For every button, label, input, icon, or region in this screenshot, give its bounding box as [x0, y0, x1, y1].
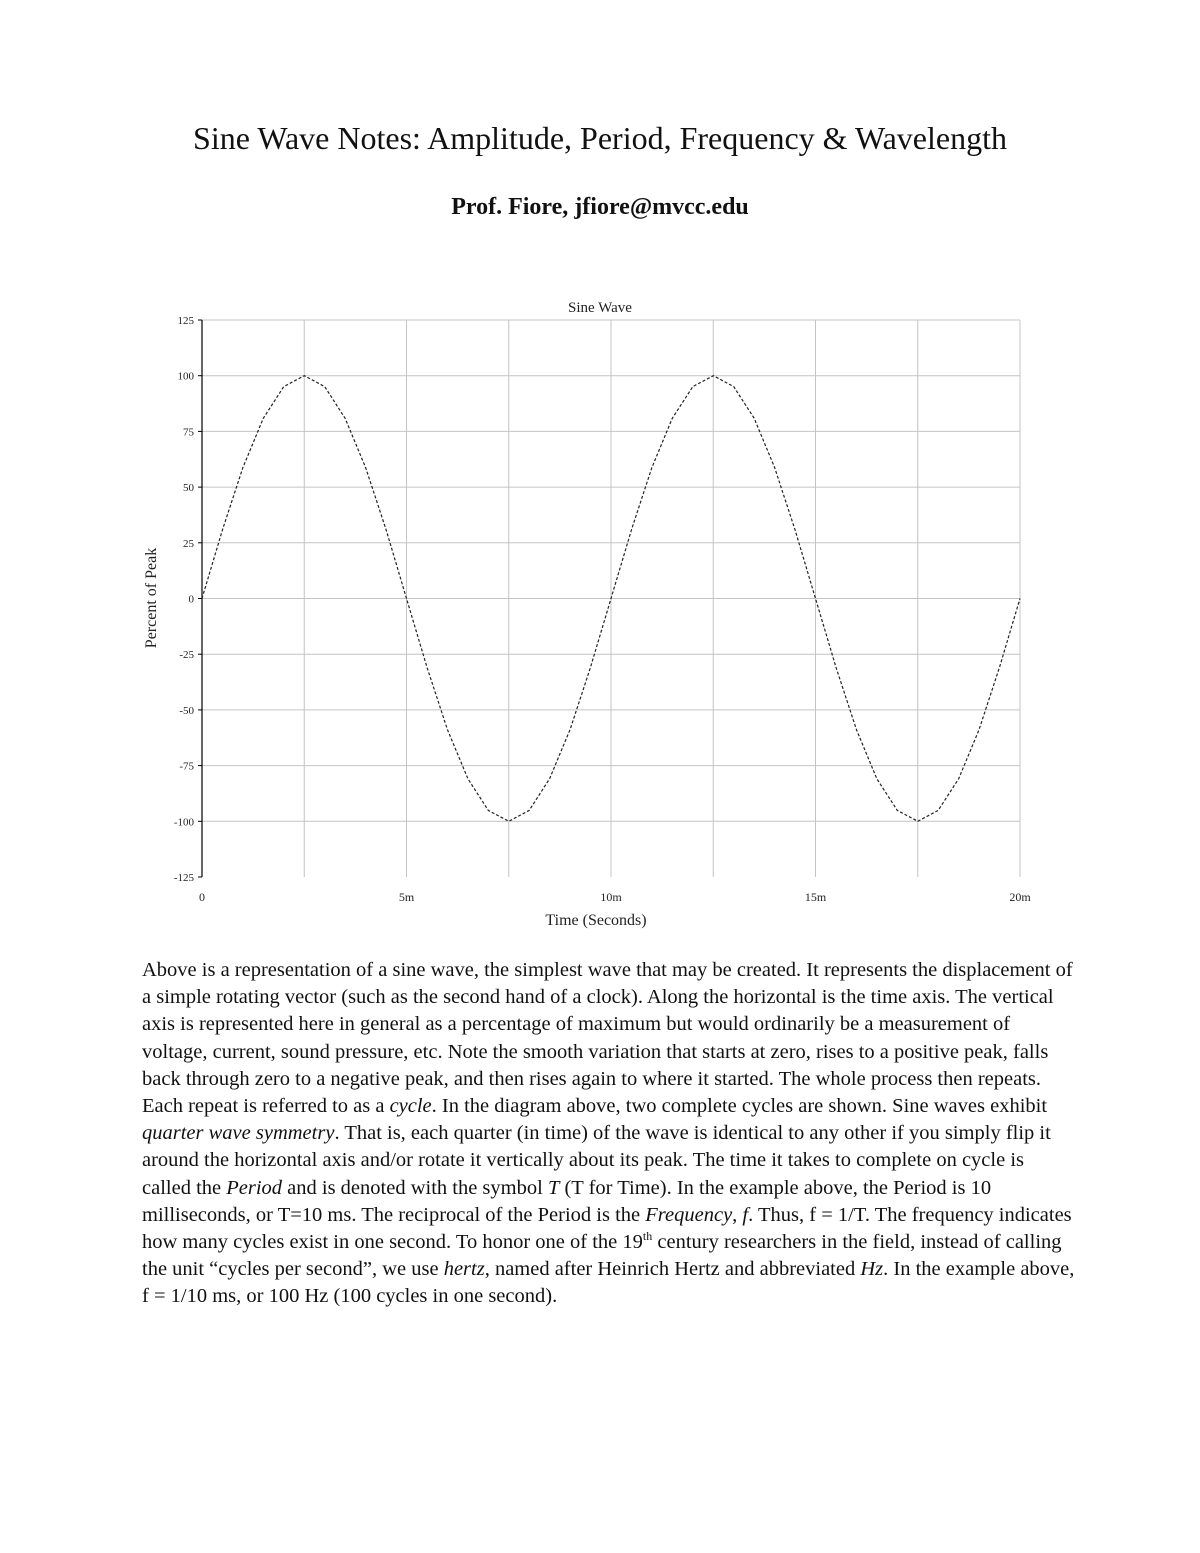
body-text-6: , [732, 1203, 743, 1226]
y-tick-label-9: -100 [173, 816, 194, 829]
y-tick-label-2: 75 [183, 426, 194, 439]
term-quarter-wave-symmetry: quarter wave symmetry [142, 1122, 335, 1145]
body-paragraph [142, 957, 1077, 1311]
symbol-T: T [547, 1176, 560, 1199]
y-tick-label-5: 0 [188, 593, 194, 606]
x-tick-label-0: 0 [199, 890, 205, 904]
grid-lines [198, 320, 1020, 877]
term-hz: Hz [860, 1258, 884, 1281]
x-tick-label-2: 10m [600, 890, 622, 904]
chart-title: Sine Wave [568, 300, 632, 316]
x-tick-labels [199, 890, 1031, 904]
body-text-8: century researchers in the field, instead of calling the unit “cycles per second”, we use [142, 1231, 1062, 1281]
body-text-1: Above is a representation of a sine wave, the simplest wave that may be created. It represents the displacement of a simple rotating vector (such as the second hand of a clock). Along the horizontal is the time axis. The vertical axis is represented here in general as a percentage of maximum but would ordinarily be a measurement of voltage, current, sound pressure, etc. Note the smooth variation that starts at zero, rises to a positive peak, falls back through zero to a negative peak, and then rises again to where it started. The whole process then repeats. Each repeat is referred to as a [142, 959, 1073, 1118]
body-text-5: (T for Time). In the example above, the Period is 10 milliseconds, or T=10 ms. The reciprocal of the Period is the [142, 1176, 992, 1226]
ordinal-superscript: th [642, 1229, 653, 1244]
x-tick-label-3: 15m [804, 890, 827, 904]
body-text-9: , named after Heinrich Hertz and abbreviated [484, 1258, 861, 1281]
y-tick-label-8: -75 [179, 760, 194, 773]
y-tick-label-3: 50 [183, 482, 194, 495]
y-tick-label-1: 100 [177, 370, 194, 383]
term-hertz: hertz [443, 1258, 485, 1281]
x-axis-label: Time (Seconds) [545, 912, 647, 929]
document-author: Prof. Fiore, jfiore@mvcc.edu [451, 194, 749, 220]
body-text-10: . In the example above, f = 1/10 ms, or 100 Hz (100 cycles in one second). [142, 1258, 1075, 1308]
y-axis-label: Percent of Peak [143, 547, 160, 649]
term-cycle: cycle [389, 1095, 432, 1118]
term-period: Period [226, 1176, 283, 1199]
y-tick-label-7: -50 [179, 704, 194, 717]
symbol-f: f [742, 1203, 749, 1226]
body-text-2: . In the diagram above, two complete cycles are shown. Sine waves exhibit [431, 1095, 1048, 1118]
sine-wave-chart [130, 290, 1050, 940]
y-tick-label-6: -25 [179, 649, 194, 662]
y-tick-label-0: 125 [177, 315, 194, 327]
term-frequency: Frequency [645, 1203, 733, 1226]
y-tick-label-4: 25 [183, 537, 194, 550]
y-tick-label-10: -125 [173, 872, 194, 884]
x-tick-label-4: 20m [1009, 890, 1031, 904]
document-title: Sine Wave Notes: Amplitude, Period, Frequency & Wavelength [193, 120, 1007, 156]
body-text-7: . Thus, f = 1/T. The frequency indicates how many cycles exist in one second. To honor one of the 19 [142, 1203, 1072, 1254]
body-text-4: and is denoted with the symbol [282, 1176, 548, 1199]
x-tick-label-1: 5m [398, 890, 415, 904]
body-text-3: . That is, each quarter (in time) of the wave is identical to any other if you simply flip it around the horizontal axis and/or rotate it vertically about its peak. The time it takes to complete on cycle is called the [142, 1122, 1051, 1199]
y-tick-labels [174, 315, 195, 884]
